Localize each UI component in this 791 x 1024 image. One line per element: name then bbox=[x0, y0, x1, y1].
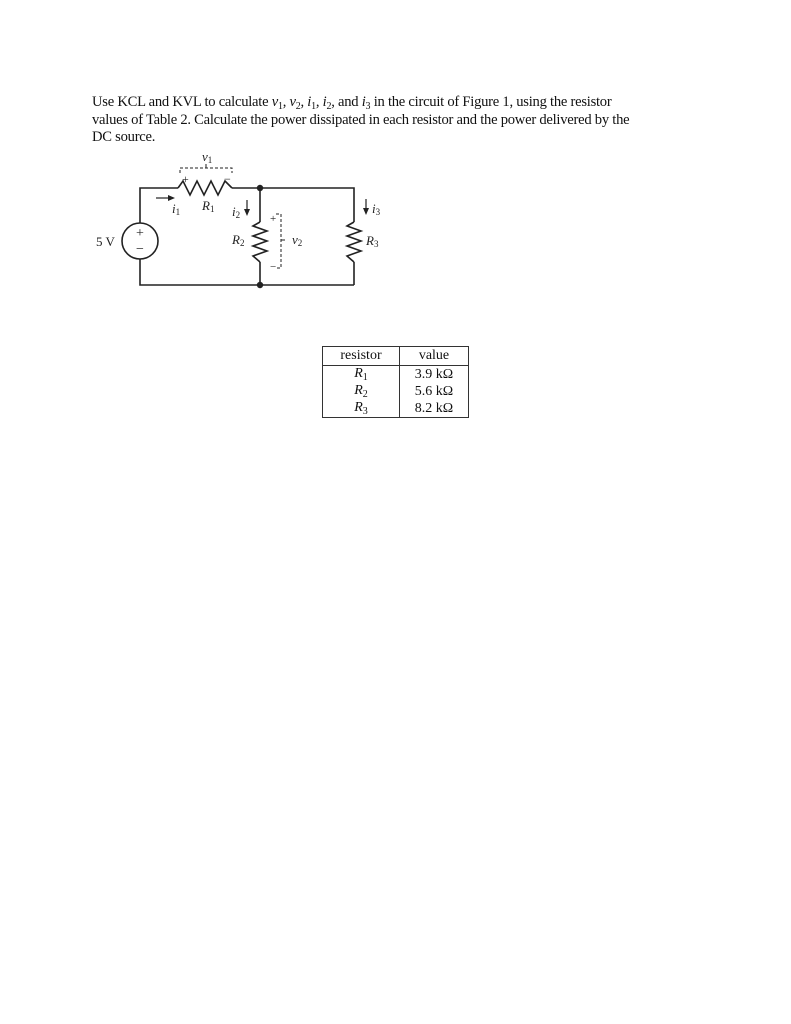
v2-bracket bbox=[276, 214, 281, 268]
i2-label: i2 bbox=[232, 204, 241, 220]
node-bottom bbox=[257, 282, 263, 288]
source-minus: − bbox=[136, 242, 144, 257]
table-cell-value: 5.6 kΩ bbox=[400, 383, 469, 400]
v2-plus: + bbox=[270, 213, 277, 225]
intro-text: Use KCL and KVL to calculate bbox=[92, 94, 272, 110]
table-cell-value: 3.9 kΩ bbox=[400, 366, 469, 384]
problem-line-1: Use KCL and KVL to calculate $v_1$, $v_2$, $i_1$, $i_2$, and $i_3$ in the circuit of Figure 1, using the resistor bbox=[92, 94, 612, 112]
resistor-r2 bbox=[253, 222, 267, 262]
source-plus: + bbox=[136, 226, 144, 241]
source-label: 5 V bbox=[96, 234, 115, 249]
table-cell-resistor: $R_1$ bbox=[323, 366, 400, 384]
resistor-values-table bbox=[322, 346, 469, 418]
problem-line-3: DC source. bbox=[92, 129, 156, 145]
problem-line-2: values of Table 2. Calculate the power dissipated in each resistor and the power delivered by the bbox=[92, 112, 630, 128]
i3-arrowhead bbox=[363, 208, 369, 215]
table-header-row bbox=[323, 347, 469, 366]
var-i2: $i_2$ bbox=[322, 94, 332, 112]
header-resistor: resistor bbox=[323, 347, 400, 366]
and-text: and bbox=[338, 94, 359, 110]
i3-label: i3 bbox=[372, 201, 381, 217]
var-i3: $i_3$ bbox=[361, 94, 371, 112]
table-row bbox=[323, 366, 469, 384]
v2-label: v2 bbox=[292, 232, 303, 248]
resistor-r3 bbox=[347, 222, 361, 262]
r2-label: R2 bbox=[232, 232, 245, 248]
wire-bottom bbox=[140, 259, 354, 285]
line1-rest: in the circuit of Figure 1, using the resistor bbox=[370, 94, 612, 110]
v1-plus: + bbox=[182, 172, 189, 186]
v1-label: v1 bbox=[202, 149, 213, 165]
table-row bbox=[323, 383, 469, 400]
table-cell-value: 8.2 kΩ bbox=[400, 400, 469, 418]
node-top bbox=[257, 185, 263, 191]
table-cell-resistor: $R_3$ bbox=[323, 400, 400, 418]
table-cell-resistor: $R_2$ bbox=[323, 383, 400, 400]
header-value: value bbox=[400, 347, 469, 366]
var-v1: $v_1$ bbox=[271, 94, 283, 112]
r3-label: R3 bbox=[366, 233, 379, 249]
table-row bbox=[323, 400, 469, 418]
v2-minus: − bbox=[270, 261, 277, 273]
r1-label: R1 bbox=[202, 198, 215, 214]
v1-minus: − bbox=[224, 172, 231, 186]
var-i1: $i_1$ bbox=[307, 94, 316, 112]
i2-arrowhead bbox=[244, 209, 250, 216]
var-v2: $v_2$ bbox=[289, 94, 301, 112]
i1-label: i1 bbox=[172, 201, 181, 217]
